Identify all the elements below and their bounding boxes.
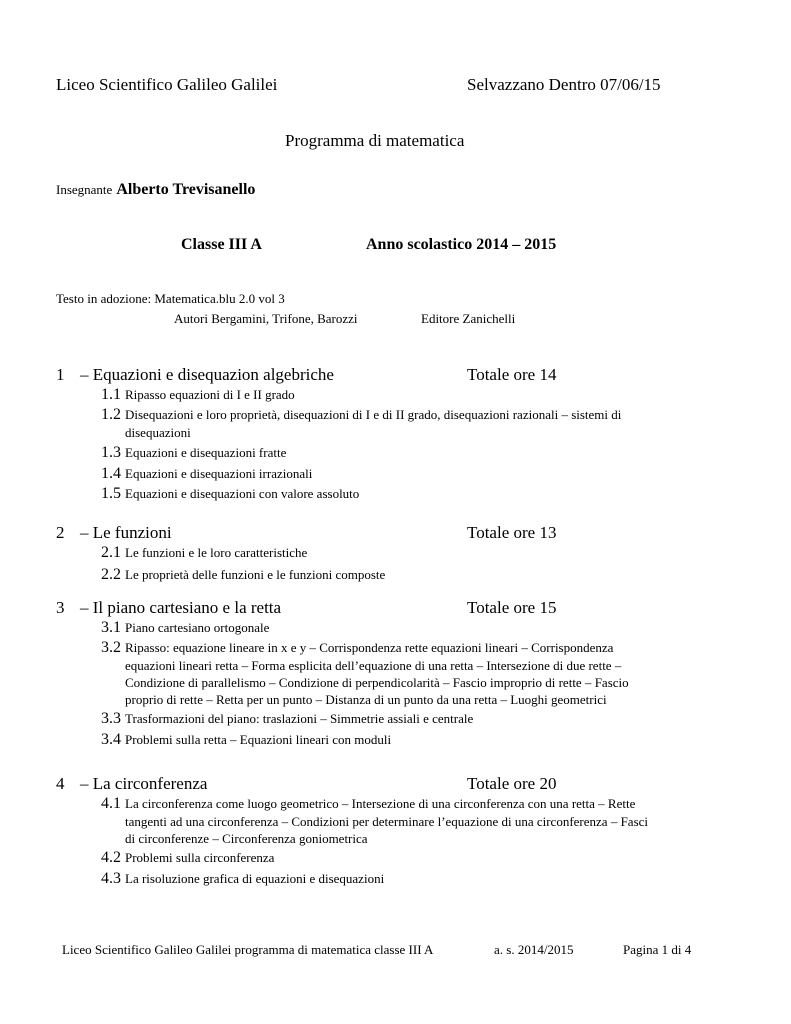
section-2-title: – Le funzioni [80,523,172,542]
teacher-label: Insegnante [56,182,113,197]
item-number: 4.2 [101,849,121,866]
item-text: Disequazioni e loro proprietà, disequazioni di I e di II grado, disequazioni razionali – sistemi di [125,407,622,422]
item-number: 1.4 [101,465,121,482]
item-text-cont: di circonferenze – Circonferenza goniometrica [125,831,368,846]
item-3-4 [101,731,701,749]
item-text: Equazioni e disequazioni con valore assoluto [125,486,360,501]
item-text: Ripasso: equazione lineare in x e y – Corrispondenza rette equazioni lineari – Corrispondenza [125,640,614,655]
item-number: 1.1 [101,386,121,403]
item-text: Ripasso equazioni di I e II grado [125,387,295,402]
item-text: Le funzioni e le loro caratteristiche [125,545,308,560]
item-4-3 [101,870,701,888]
item-text: Equazioni e disequazioni irrazionali [125,466,313,481]
header-place-date: Selvazzano Dentro 07/06/15 [467,75,661,94]
item-number: 1.2 [101,406,121,423]
section-1-number: 1 [56,365,65,384]
item-number: 2.1 [101,544,121,561]
item-text: Problemi sulla retta – Equazioni lineari con moduli [125,732,392,747]
item-1-1 [101,386,701,404]
document-title: Programma di matematica [285,131,465,150]
header-school: Liceo Scientifico Galileo Galilei [56,75,278,94]
section-3-title: – Il piano cartesiano e la retta [80,598,282,617]
item-text: Trasformazioni del piano: traslazioni – Simmetrie assiali e centrale [125,711,474,726]
section-3-number: 3 [56,598,65,617]
footer-year: a. s. 2014/2015 [494,942,574,957]
section-4-title: – La circonferenza [80,774,208,793]
item-text: Problemi sulla circonferenza [125,850,275,865]
item-2-2 [101,566,701,584]
item-3-3 [101,710,701,728]
section-3-hours: Totale ore 15 [467,598,557,617]
item-text-cont: tangenti ad una circonferenza – Condizioni per determinare l’equazione di una circonferenza – Fasci [125,814,649,829]
item-number: 4.1 [101,795,121,812]
footer-page: Pagina 1 di 4 [623,942,692,957]
item-1-4 [101,465,701,483]
item-text: La risoluzione grafica di equazioni e disequazioni [125,871,385,886]
item-text-cont: disequazioni [125,425,191,440]
footer-left: Liceo Scientifico Galileo Galilei programma di matematica classe III A [62,942,434,957]
item-text: Piano cartesiano ortogonale [125,620,270,635]
item-number: 1.5 [101,485,121,502]
item-number: 3.1 [101,619,121,636]
item-number: 3.3 [101,710,121,727]
section-4-number: 4 [56,774,65,793]
section-1-title: – Equazioni e disequazion algebriche [80,365,334,384]
item-number: 4.3 [101,870,121,887]
textbook-authors: Autori Bergamini, Trifone, Barozzi [174,311,358,326]
item-3-2 [101,639,701,708]
section-2-number: 2 [56,523,65,542]
item-1-5 [101,485,701,503]
item-text-cont: proprio di rette – Retta per un punto – Distanza di un punto da una retta – Luoghi geometrici [125,692,607,707]
item-text: La circonferenza come luogo geometrico – Intersezione di una circonferenza con una retta – Rette [125,796,636,811]
item-number: 3.4 [101,731,121,748]
item-1-3 [101,444,701,462]
teacher-name: Alberto Trevisanello [116,181,256,198]
teacher-line [56,181,255,199]
section-4-hours: Totale ore 20 [467,774,557,793]
item-1-2 [101,406,701,441]
item-number: 2.2 [101,566,121,583]
class-label: Classe III A [181,236,262,253]
item-number: 1.3 [101,444,121,461]
item-4-1 [101,795,701,847]
item-2-1 [101,544,701,562]
item-text: Le proprietà delle funzioni e le funzioni composte [125,567,386,582]
textbook-line: Testo in adozione: Matematica.blu 2.0 vol 3 [56,291,285,306]
item-number: 3.2 [101,639,121,656]
item-text-cont: Condizione di parallelismo – Condizione di perpendicolarità – Fascio improprio di rette – Fascio [125,675,629,690]
item-text: Equazioni e disequazioni fratte [125,445,287,460]
textbook-publisher: Editore Zanichelli [421,311,516,326]
item-3-1 [101,619,701,637]
section-1-hours: Totale ore 14 [467,365,557,384]
item-4-2 [101,849,701,867]
year-label: Anno scolastico 2014 – 2015 [366,236,557,253]
item-text-cont: equazioni lineari retta – Forma esplicita dell’equazione di una retta – Intersezione di due rette – [125,658,622,673]
section-2-hours: Totale ore 13 [467,523,557,542]
